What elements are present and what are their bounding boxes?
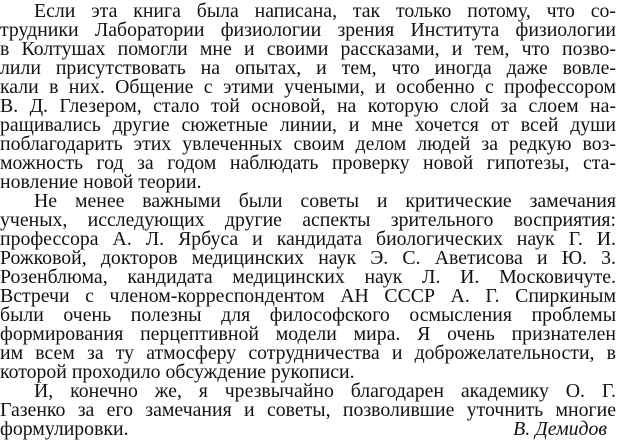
text-line: формирования перцептивной модели мира. Я очень признателен (0, 323, 616, 345)
text-line: новление новой теории. (0, 171, 202, 193)
text-line: В. Д. Глезером, стало той основой, на которую слой за слоем на- (0, 95, 616, 117)
text-line: Газенко за его замечания и советы, позволившие уточнить многие (0, 399, 616, 421)
text-line: ученых, исследующих другие аспекты зрительного восприятия: (0, 209, 616, 231)
text-line: в Колтушах помогли мне и своими рассказами, и тем, что позво- (0, 38, 616, 60)
text-line: Не менее важными были советы и критические замечания (34, 190, 616, 212)
text-line: лили присутствовать на опытах, и тем, что иногда даже вовле- (0, 57, 616, 79)
text-line: трудники Лаборатории физиологии зрения Института физиологии (0, 19, 616, 41)
text-line: И, конечно же, я чрезвычайно благодарен академику О. Г. (34, 380, 616, 402)
text-line: ращивались другие сюжетные линии, и мне хочется от всей души (0, 114, 616, 136)
text-line: Если эта книга была написана, так только потому, что со- (34, 0, 616, 22)
text-line: профессора А. Л. Ярбуса и кандидата биологических наук Г. И. (0, 228, 616, 250)
text-line: которой проходило обсуждение рукописи. (0, 361, 355, 383)
text-line: кали в них. Общение с этими учеными, и особенно с профессором (0, 76, 616, 98)
text-line: формулировки. (0, 418, 129, 440)
text-line: поблагодарить этих увлеченных своим делом людей за редкую воз- (0, 133, 616, 155)
text-line: можность год за годом наблюдать проверку новой гипотезы, ста- (0, 152, 616, 174)
text-line: были очень полезны для философского осмысления проблемы (0, 304, 616, 326)
text-line: Встречи с членом-корреспондентом АН СССР А. Г. Спиркиным (0, 285, 616, 307)
text-line: Рожковой, докторов медицинских наук Э. С. Аветисова и Ю. 3. (0, 247, 616, 269)
text-line: им всем за ту атмосферу сотрудничества и доброжелательности, в (0, 342, 616, 364)
author-signature: В. Демидов (513, 418, 607, 440)
text-line: Розенблюма, кандидата медицинских наук Л. И. Московичуте. (0, 266, 616, 288)
